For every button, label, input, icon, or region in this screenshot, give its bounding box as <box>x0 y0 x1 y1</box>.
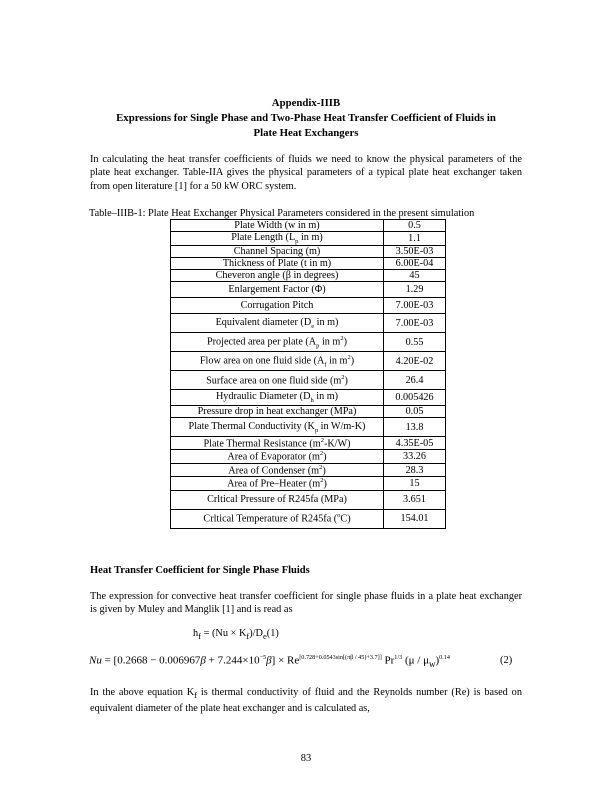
parameter-tail2: C) <box>340 513 351 525</box>
parameter-value-cell: 4.20E-02 <box>384 352 446 371</box>
final-paragraph-text-a: In the above equation K <box>90 687 195 698</box>
eq2-part4: Pr <box>381 654 395 667</box>
parameter-name-cell <box>171 352 384 371</box>
final-paragraph-sub: f <box>194 690 198 701</box>
document-title-line1: Expressions for Single Phase and Two-Phase Heat Transfer Coefficient of Fluids in <box>116 112 496 124</box>
table-row <box>171 282 446 298</box>
parameter-value-cell: 0.05 <box>384 406 446 418</box>
parameter-name-cell <box>171 298 384 314</box>
parameter-name-cell <box>171 314 384 333</box>
parameter-tail2: ) <box>323 478 327 490</box>
parameter-sup: 2 <box>340 334 344 342</box>
parameter-sup: 2 <box>341 373 345 381</box>
parameter-name-cell <box>171 232 384 246</box>
parameter-param: Hydraulic Diameter (D <box>215 391 311 403</box>
eq1-number: (1) <box>266 628 279 639</box>
table-row <box>171 352 446 371</box>
table-row <box>171 232 446 246</box>
parameter-tail2: ) <box>322 465 326 477</box>
final-paragraph <box>90 686 522 716</box>
parameter-name-cell <box>171 333 384 352</box>
parameter-sub: p <box>314 426 319 434</box>
eq2-beta2: β <box>266 654 272 667</box>
parameter-sub: p <box>295 238 299 246</box>
parameter-sub: p <box>316 342 320 350</box>
parameter-value-cell: 7.00E-03 <box>384 298 446 314</box>
eq2-part2: + 7.244×10 <box>205 654 260 667</box>
parameter-name-cell <box>171 246 384 258</box>
parameter-name-cell <box>171 406 384 418</box>
parameters-table <box>170 219 446 529</box>
section-heading: Heat Transfer Coefficient for Single Phase Fluids <box>90 565 310 576</box>
parameter-value-cell: 0.005426 <box>384 390 446 406</box>
eq2-part1: = [0.2668 − 0.006967 <box>101 654 201 667</box>
eq2-nu: Nu <box>89 654 102 667</box>
equation-2-number: (2) <box>500 655 513 666</box>
parameter-tail: in W/m-K) <box>318 420 366 432</box>
parameter-tail2: ) <box>343 336 348 348</box>
table-row <box>171 450 446 463</box>
intro-paragraph: In calculating the heat transfer coefficients of fluids we need to know the physical parameters of the plate heat exchanger. Table-IIA gives the physical parameters of a typical plate heat exchanger taken from open literature [1] for a 50 kW ORC system. <box>90 154 522 192</box>
parameter-value-cell: 154.01 <box>384 509 446 528</box>
parameter-name-cell <box>171 450 384 463</box>
table-row <box>171 406 446 418</box>
parameter-value-cell: 0.55 <box>384 333 446 352</box>
parameter-param: Projected area per plate (A <box>206 336 317 348</box>
parameter-tail: in m <box>326 355 348 367</box>
table-caption: Table–IIIB-1: Plate Heat Exchanger Physical Parameters considered in the present simulation <box>89 208 475 219</box>
parameter-param: Corrugation Pitch <box>240 300 314 312</box>
parameter-value-cell: 1.29 <box>384 282 446 298</box>
parameter-param: Surface area on one fluid side (m <box>206 375 342 387</box>
parameter-name-cell <box>171 418 384 437</box>
parameter-param: Equivalent diameter (D <box>215 316 312 328</box>
eq1-lhs-sub: f <box>198 631 202 642</box>
eq2-beta1: β <box>200 654 206 667</box>
parameter-param: Pressure drop in heat exchanger (MPa) <box>197 406 357 418</box>
parameter-tail2: ) <box>344 375 348 387</box>
parameter-value-cell: 15 <box>384 477 446 490</box>
parameter-param: Thickness of Plate (t in m) <box>222 258 332 270</box>
parameter-tail2: ) <box>350 355 355 367</box>
eq2-exp2: [0.728+0.0543sin[(πβ / 45)+3.7]] <box>299 654 382 661</box>
table-row <box>171 314 446 333</box>
parameter-param: Plate Length (L <box>231 232 296 243</box>
parameter-value-cell: 3.50E-03 <box>384 246 446 258</box>
eq1-mid2: )/D <box>249 628 263 639</box>
parameter-sup: 2 <box>347 353 351 361</box>
parameter-param: Enlargement Factor (Φ) <box>228 284 326 296</box>
parameter-tail2: -K/W) <box>323 438 351 450</box>
table-row <box>171 509 446 528</box>
table-row <box>171 220 446 232</box>
parameter-name-cell <box>171 390 384 406</box>
table-row <box>171 371 446 390</box>
parameter-value-cell: 4.35E-05 <box>384 437 446 450</box>
final-paragraph-text-b: is thermal conductivity of fluid and the Reynolds number (Re) is based on equivalent diameter of the plate heat exchanger and is calculated as, <box>90 687 522 715</box>
table-row <box>171 390 446 406</box>
table-row <box>171 490 446 509</box>
parameter-sup: 2 <box>319 463 323 471</box>
eq2-part5: (μ / μ <box>402 654 429 667</box>
parameter-name-cell <box>171 282 384 298</box>
parameter-sub: h <box>310 397 314 405</box>
parameter-name-cell <box>171 220 384 232</box>
eq1-sub-e: e <box>262 631 267 642</box>
parameter-name-cell <box>171 463 384 476</box>
parameter-sup: o <box>337 512 341 520</box>
table-row <box>171 418 446 437</box>
eq1-lhs: h <box>193 628 199 639</box>
single-phase-paragraph: The expression for convective heat transfer coefficient for single phase fluids in a plate heat exchanger is given by Muley and Manglik [1] and is read as <box>90 591 522 616</box>
table-row <box>171 477 446 490</box>
parameter-param: Channel Spacing (m) <box>233 246 321 258</box>
parameter-name-cell <box>171 371 384 390</box>
eq1-sub-f: f <box>246 631 250 642</box>
parameter-param: Area of Condenser (m <box>228 465 320 477</box>
eq2-exp4: 0.14 <box>439 654 450 661</box>
parameter-value-cell: 33.26 <box>384 450 446 463</box>
parameter-tail: in m) <box>313 391 339 403</box>
parameter-value-cell: 28.3 <box>384 463 446 476</box>
parameter-value-cell: 13.8 <box>384 418 446 437</box>
parameter-param: Flow area on one fluid side (A <box>199 355 325 367</box>
eq2-part6: ) <box>435 654 440 667</box>
parameter-name-cell <box>171 270 384 282</box>
table-row <box>171 333 446 352</box>
eq2-exp1: −5 <box>259 654 267 661</box>
parameter-param: Crltical Pressure of R245fa (MPa) <box>207 494 347 506</box>
table-row <box>171 437 446 450</box>
parameter-tail: in m <box>319 336 341 348</box>
parameter-sub: f <box>324 361 327 369</box>
parameter-value-cell: 45 <box>384 270 446 282</box>
parameter-param: Area of Evaporator (m <box>227 451 320 463</box>
table-row <box>171 298 446 314</box>
parameter-name-cell <box>171 477 384 490</box>
parameter-value-cell: 0.5 <box>384 220 446 232</box>
eq2-part3: ] × Re <box>271 654 300 667</box>
parameter-sup: 2 <box>320 477 324 485</box>
parameter-value-cell: 3.651 <box>384 490 446 509</box>
parameter-sub: e <box>311 322 315 330</box>
parameter-value-cell: 1.1 <box>384 232 446 246</box>
eq2-exp3: 1/3 <box>394 654 403 661</box>
equation-2 <box>89 654 450 669</box>
parameter-name-cell <box>171 509 384 528</box>
eq1-mid: = (Nu × K <box>201 628 247 639</box>
parameter-value-cell: 6.00E-04 <box>384 258 446 270</box>
parameter-tail: in m) <box>298 232 323 243</box>
parameter-tail: in m) <box>314 316 339 328</box>
parameter-value-cell: 26.4 <box>384 371 446 390</box>
parameter-param: Plate Thermal Resistance (m <box>203 438 321 450</box>
eq2-sub-w: w <box>428 658 436 669</box>
table-row <box>171 246 446 258</box>
parameter-name-cell <box>171 490 384 509</box>
table-row <box>171 270 446 282</box>
parameter-sup: 2 <box>320 437 324 445</box>
parameter-param: Plate Thermal Conductivity (K <box>188 420 315 432</box>
parameter-param: Cheveron angle (β in degrees) <box>215 270 339 282</box>
equation-1 <box>193 628 279 641</box>
table-row <box>171 258 446 270</box>
parameter-name-cell <box>171 437 384 450</box>
parameter-param: Crltical Temperature of R245fa ( <box>203 513 338 525</box>
parameter-value-cell: 7.00E-03 <box>384 314 446 333</box>
table-row <box>171 463 446 476</box>
parameter-sup: 2 <box>319 450 324 458</box>
page-number: 83 <box>300 753 312 764</box>
parameter-name-cell <box>171 258 384 270</box>
parameter-param: Area of Pre–Heater (m <box>227 478 321 490</box>
parameter-tail2: ) <box>323 451 327 463</box>
parameter-param: Plate Width (w in m) <box>234 220 320 231</box>
appendix-title: Appendix-IIIB <box>271 97 341 109</box>
document-title-line2: Plate Heat Exchangers <box>253 127 359 139</box>
